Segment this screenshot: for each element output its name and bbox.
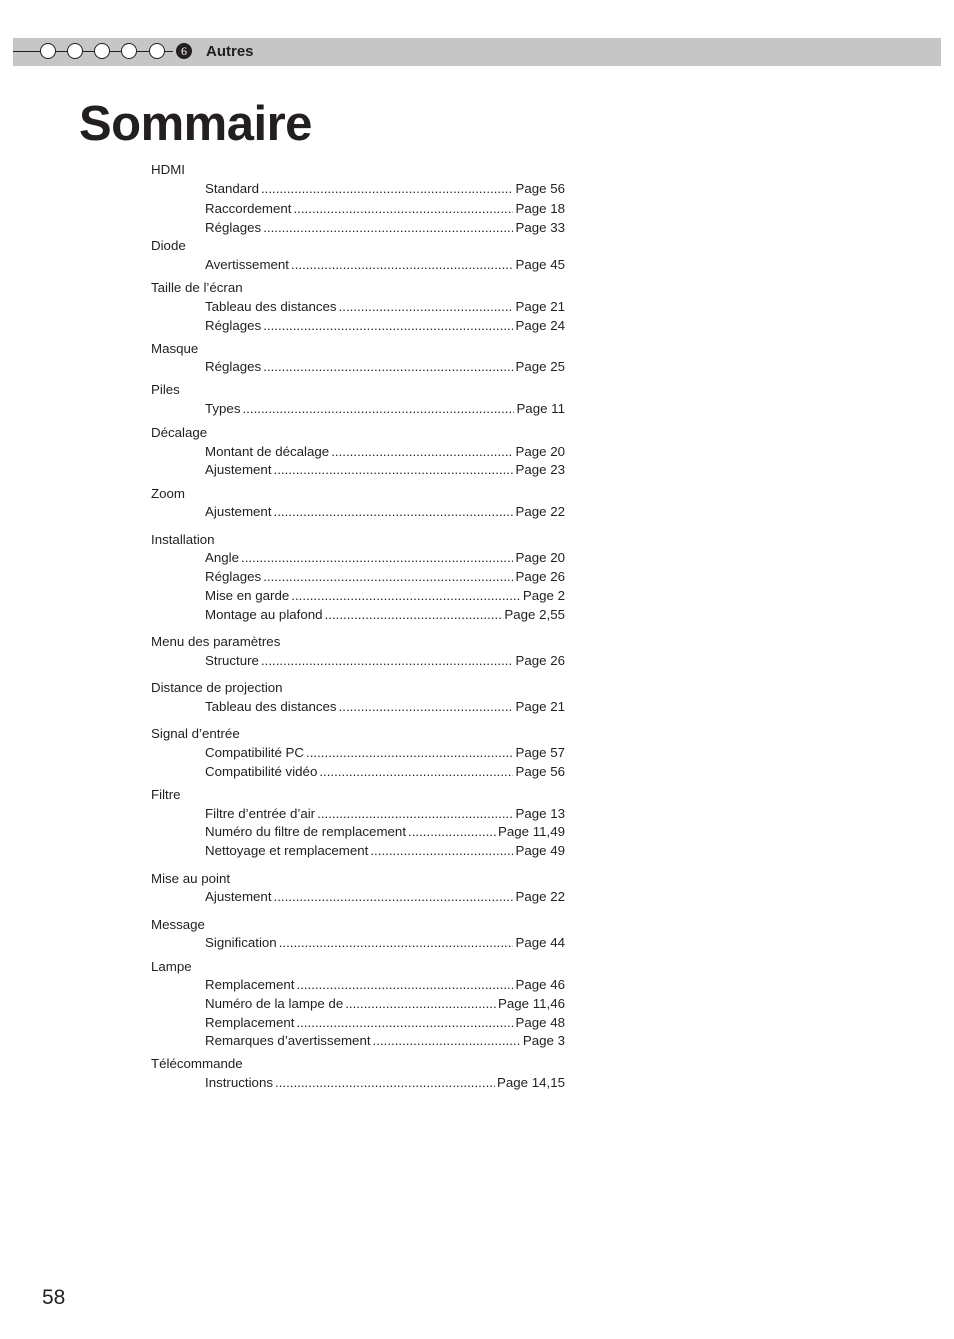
toc-entry[interactable] bbox=[205, 888, 565, 906]
toc-category: Distance de projection bbox=[151, 680, 283, 695]
toc-entry-label: Montant de décalage bbox=[205, 444, 330, 459]
dot-leader bbox=[293, 200, 513, 218]
dot-leader bbox=[263, 568, 513, 586]
toc-entry-label: Remplacement bbox=[205, 1015, 295, 1030]
toc-entry[interactable] bbox=[205, 934, 565, 952]
toc-entry-label: Numéro de la lampe de bbox=[205, 996, 344, 1011]
toc-entry-page: Page 11,49 bbox=[497, 824, 565, 839]
toc-entry-page: Page 11,46 bbox=[497, 996, 565, 1011]
toc-entry[interactable] bbox=[205, 200, 565, 218]
chapter-progress-dot bbox=[149, 43, 165, 59]
toc-entry-label: Montage au plafond bbox=[205, 607, 323, 622]
toc-entry-page: Page 33 bbox=[515, 220, 565, 235]
toc-category: Signal d’entrée bbox=[151, 726, 240, 741]
toc-entry-page: Page 44 bbox=[515, 935, 565, 950]
toc-entry-label: Raccordement bbox=[205, 201, 292, 216]
dot-leader bbox=[317, 805, 513, 823]
dot-leader bbox=[291, 587, 521, 605]
toc-entry-label: Signification bbox=[205, 935, 277, 950]
toc-category: Taille de l’écran bbox=[151, 280, 243, 295]
dot-leader bbox=[242, 400, 514, 418]
toc-category: HDMI bbox=[151, 162, 185, 177]
toc-entry[interactable] bbox=[205, 568, 565, 586]
toc-entry[interactable] bbox=[205, 995, 565, 1013]
dot-leader bbox=[261, 180, 513, 198]
toc-entry[interactable] bbox=[205, 1014, 565, 1032]
toc-entry[interactable] bbox=[205, 443, 565, 461]
chapter-label: Autres bbox=[206, 43, 254, 60]
toc-entry[interactable] bbox=[205, 317, 565, 335]
toc-entry-label: Nettoyage et remplacement bbox=[205, 843, 369, 858]
toc-entry-page: Page 20 bbox=[515, 444, 565, 459]
dot-leader bbox=[331, 443, 513, 461]
dot-leader bbox=[319, 763, 513, 781]
toc-entry[interactable] bbox=[205, 358, 565, 376]
toc-entry[interactable] bbox=[205, 1032, 565, 1050]
toc-entry-page: Page 20 bbox=[515, 550, 565, 565]
toc-entry-label: Ajustement bbox=[205, 462, 272, 477]
toc-entry[interactable] bbox=[205, 763, 565, 781]
toc-entry-page: Page 46 bbox=[515, 977, 565, 992]
toc-category: Piles bbox=[151, 382, 180, 397]
toc-entry-label: Tableau des distances bbox=[205, 699, 337, 714]
dot-leader bbox=[370, 842, 513, 860]
toc-entry-page: Page 22 bbox=[515, 889, 565, 904]
page-title: Sommaire bbox=[79, 97, 312, 151]
toc-category: Zoom bbox=[151, 486, 185, 501]
toc-entry-page: Page 56 bbox=[515, 764, 565, 779]
toc-entry-page: Page 45 bbox=[515, 257, 565, 272]
toc-entry-label: Mise en garde bbox=[205, 588, 290, 603]
toc-entry-page: Page 49 bbox=[515, 843, 565, 858]
toc-entry-label: Remarques d’avertissement bbox=[205, 1033, 371, 1048]
dot-leader bbox=[275, 1074, 495, 1092]
toc-entry-page: Page 25 bbox=[515, 359, 565, 374]
dot-leader bbox=[373, 1032, 521, 1050]
toc-entry-page: Page 26 bbox=[515, 653, 565, 668]
toc-entry-page: Page 26 bbox=[515, 569, 565, 584]
toc-entry[interactable] bbox=[205, 976, 565, 994]
dot-leader bbox=[296, 1014, 513, 1032]
dot-leader bbox=[274, 503, 514, 521]
dot-leader bbox=[339, 298, 514, 316]
toc-entry-label: Remplacement bbox=[205, 977, 295, 992]
toc-entry-label: Compatibilité vidéo bbox=[205, 764, 318, 779]
toc-entry[interactable] bbox=[205, 805, 565, 823]
toc-entry-page: Page 21 bbox=[515, 699, 565, 714]
toc-category: Message bbox=[151, 917, 205, 932]
toc-entry-page: Page 21 bbox=[515, 299, 565, 314]
dot-leader bbox=[263, 219, 513, 237]
dot-leader bbox=[306, 744, 513, 762]
chapter-progress-dot bbox=[40, 43, 56, 59]
toc-entry-label: Avertissement bbox=[205, 257, 290, 272]
toc-entry[interactable] bbox=[205, 298, 565, 316]
dot-leader bbox=[279, 934, 514, 952]
dot-leader bbox=[296, 976, 513, 994]
toc-entry[interactable] bbox=[205, 606, 565, 624]
chapter-progress-dot bbox=[94, 43, 110, 59]
toc-entry-page: Page 22 bbox=[515, 504, 565, 519]
toc-entry-label: Structure bbox=[205, 653, 259, 668]
toc-entry[interactable] bbox=[205, 652, 565, 670]
toc-entry-label: Tableau des distances bbox=[205, 299, 337, 314]
dot-leader bbox=[291, 256, 513, 274]
toc-entry-label: Ajustement bbox=[205, 889, 272, 904]
dot-leader bbox=[274, 888, 514, 906]
toc-entry-page: Page 24 bbox=[515, 318, 565, 333]
toc-entry-page: Page 56 bbox=[515, 181, 565, 196]
toc-entry-label: Filtre d’entrée d’air bbox=[205, 806, 316, 821]
toc-entry[interactable] bbox=[205, 256, 565, 274]
toc-entry-page: Page 23 bbox=[515, 462, 565, 477]
toc-category: Mise au point bbox=[151, 871, 231, 886]
toc-entry[interactable] bbox=[205, 400, 565, 418]
toc-category: Filtre bbox=[151, 787, 181, 802]
toc-category: Menu des paramètres bbox=[151, 634, 281, 649]
toc-entry-label: Ajustement bbox=[205, 504, 272, 519]
dot-leader bbox=[339, 698, 514, 716]
current-chapter-badge: 6 bbox=[176, 43, 192, 59]
dot-leader bbox=[408, 823, 496, 841]
toc-entry[interactable] bbox=[205, 842, 565, 860]
dot-leader bbox=[263, 358, 513, 376]
dot-leader bbox=[241, 549, 513, 567]
toc-entry[interactable] bbox=[205, 823, 565, 841]
toc-entry-page: Page 13 bbox=[515, 806, 565, 821]
toc-entry-label: Standard bbox=[205, 181, 259, 196]
toc-entry-label: Numéro du filtre de remplacement bbox=[205, 824, 407, 839]
toc-category: Diode bbox=[151, 238, 186, 253]
toc-entry-page: Page 57 bbox=[515, 745, 565, 760]
toc-entry-label: Angle bbox=[205, 550, 240, 565]
toc-entry-page: Page 48 bbox=[515, 1015, 565, 1030]
toc-entry-page: Page 14,15 bbox=[496, 1075, 565, 1090]
toc-entry-page: Page 2 bbox=[522, 588, 565, 603]
toc-entry[interactable] bbox=[205, 744, 565, 762]
toc-entry[interactable] bbox=[205, 698, 565, 716]
toc-category: Installation bbox=[151, 532, 215, 547]
toc-entry[interactable] bbox=[205, 180, 565, 198]
toc-entry[interactable] bbox=[205, 549, 565, 567]
toc-category: Décalage bbox=[151, 425, 208, 440]
toc-entry-label: Types bbox=[205, 401, 241, 416]
dot-leader bbox=[274, 461, 514, 479]
toc-entry-label: Réglages bbox=[205, 318, 262, 333]
toc-entry[interactable] bbox=[205, 461, 565, 479]
toc-entry[interactable] bbox=[205, 587, 565, 605]
toc-entry[interactable] bbox=[205, 503, 565, 521]
dot-leader bbox=[263, 317, 513, 335]
chapter-progress-dot bbox=[67, 43, 83, 59]
toc-category: Télécommande bbox=[151, 1056, 243, 1071]
toc-entry-label: Réglages bbox=[205, 220, 262, 235]
toc-entry-label: Compatibilité PC bbox=[205, 745, 305, 760]
chapter-progress-dot bbox=[121, 43, 137, 59]
toc-entry[interactable] bbox=[205, 219, 565, 237]
page-number: 58 bbox=[42, 1286, 66, 1309]
toc-entry-label: Instructions bbox=[205, 1075, 273, 1090]
toc-category: Masque bbox=[151, 341, 199, 356]
dot-leader bbox=[261, 652, 514, 670]
toc-entry-page: Page 18 bbox=[515, 201, 565, 216]
toc-entry-page: Page 2,55 bbox=[504, 607, 565, 622]
toc-category: Lampe bbox=[151, 959, 192, 974]
toc-entry[interactable] bbox=[205, 1074, 565, 1092]
dot-leader bbox=[325, 606, 503, 624]
toc-entry-page: Page 11 bbox=[516, 401, 565, 416]
dot-leader bbox=[345, 995, 496, 1013]
toc-entry-page: Page 3 bbox=[522, 1033, 565, 1048]
toc-entry-label: Réglages bbox=[205, 569, 262, 584]
toc-entry-label: Réglages bbox=[205, 359, 262, 374]
